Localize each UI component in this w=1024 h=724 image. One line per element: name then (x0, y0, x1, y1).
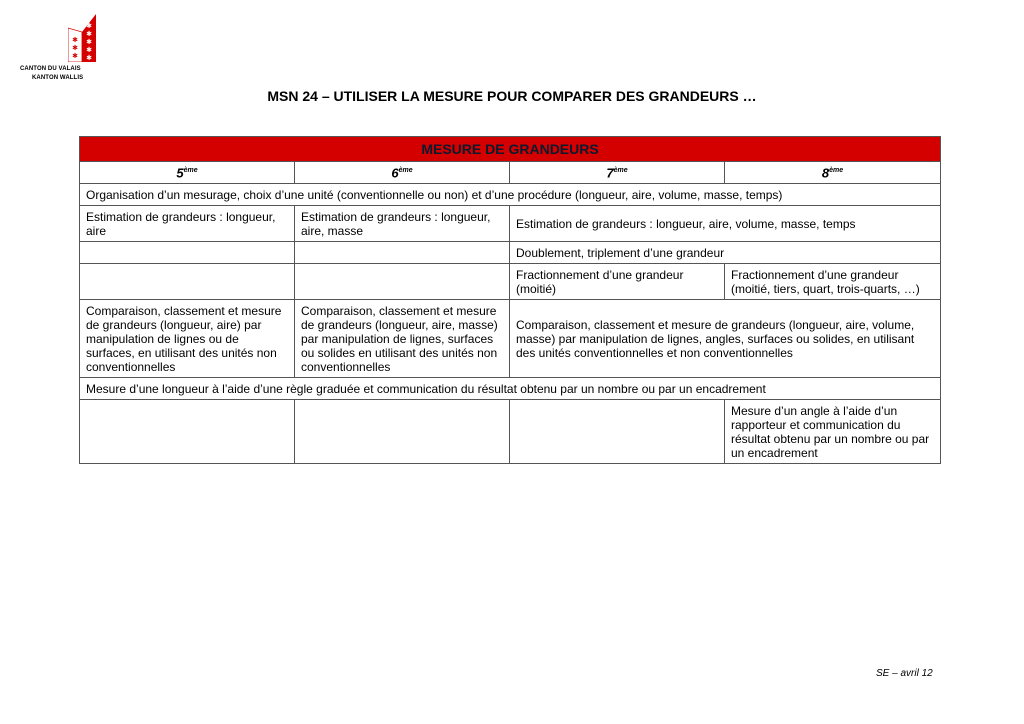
grade-header-8: 8ème (725, 162, 941, 184)
empty-cell (295, 264, 510, 300)
grade-header-5: 5ème (80, 162, 295, 184)
empty-cell (80, 400, 295, 464)
table-cell: Comparaison, classement et mesure de grandeurs (longueur, aire, masse) par manipulation de lignes, surfaces ou solides en utilisant des unités non conventionnelles (295, 300, 510, 378)
grade-header-6: 6ème (295, 162, 510, 184)
logo-line-1: CANTON DU VALAIS (20, 66, 81, 72)
svg-text:✱: ✱ (72, 37, 78, 44)
table-cell: Comparaison, classement et mesure de grandeurs (longueur, aire) par manipulation de lignes ou de surfaces, en utilisant des unités non conventionnelles (80, 300, 295, 378)
canton-logo (20, 14, 100, 86)
svg-text:✱: ✱ (86, 31, 92, 38)
svg-text:✱: ✱ (72, 45, 78, 52)
table-cell: Estimation de grandeurs : longueur, aire (80, 206, 295, 242)
empty-cell (295, 400, 510, 464)
valais-flag-icon (68, 14, 96, 62)
page-title: MSN 24 – UTILISER LA MESURE POUR COMPARER DES GRANDEURS … (267, 88, 757, 104)
grade-header-7: 7ème (510, 162, 725, 184)
empty-cell (80, 242, 295, 264)
table-cell: Estimation de grandeurs : longueur, aire, masse (295, 206, 510, 242)
footer-note: SE – avril 12 (876, 668, 933, 679)
svg-text:✱: ✱ (86, 39, 92, 46)
empty-cell (295, 242, 510, 264)
svg-text:✱: ✱ (86, 47, 92, 54)
curriculum-table (79, 136, 941, 464)
table-cell: Doublement, triplement d’une grandeur (510, 242, 941, 264)
table-cell: Fractionnement d’une grandeur (moitié) (510, 264, 725, 300)
table-cell: Mesure d’un angle à l’aide d’un rapporteur et communication du résultat obtenu par un nombre ou par un encadrement (725, 400, 941, 464)
table-cell: Mesure d’une longueur à l’aide d’une règle graduée et communication du résultat obtenu par un nombre ou par un encadrement (80, 378, 941, 400)
logo-line-2: KANTON WALLIS (32, 75, 84, 81)
table-banner: MESURE DE GRANDEURS (80, 137, 941, 162)
empty-cell (80, 264, 295, 300)
table-cell: Fractionnement d’une grandeur (moitié, tiers, quart, trois-quarts, …) (725, 264, 941, 300)
svg-text:✱: ✱ (86, 23, 92, 30)
table-cell: Comparaison, classement et mesure de grandeurs (longueur, aire, volume, masse) par manipulation de lignes, angles, surfaces ou solides, en utilisant des unités conventionnelles et non conventionnelles (510, 300, 941, 378)
svg-text:✱: ✱ (86, 55, 92, 62)
empty-cell (510, 400, 725, 464)
table-cell: Organisation d’un mesurage, choix d’une unité (conventionnelle ou non) et d’une procédure (longueur, aire, volume, masse, temps) (80, 184, 941, 206)
svg-text:✱: ✱ (72, 53, 78, 60)
table-cell: Estimation de grandeurs : longueur, aire, volume, masse, temps (510, 206, 941, 242)
